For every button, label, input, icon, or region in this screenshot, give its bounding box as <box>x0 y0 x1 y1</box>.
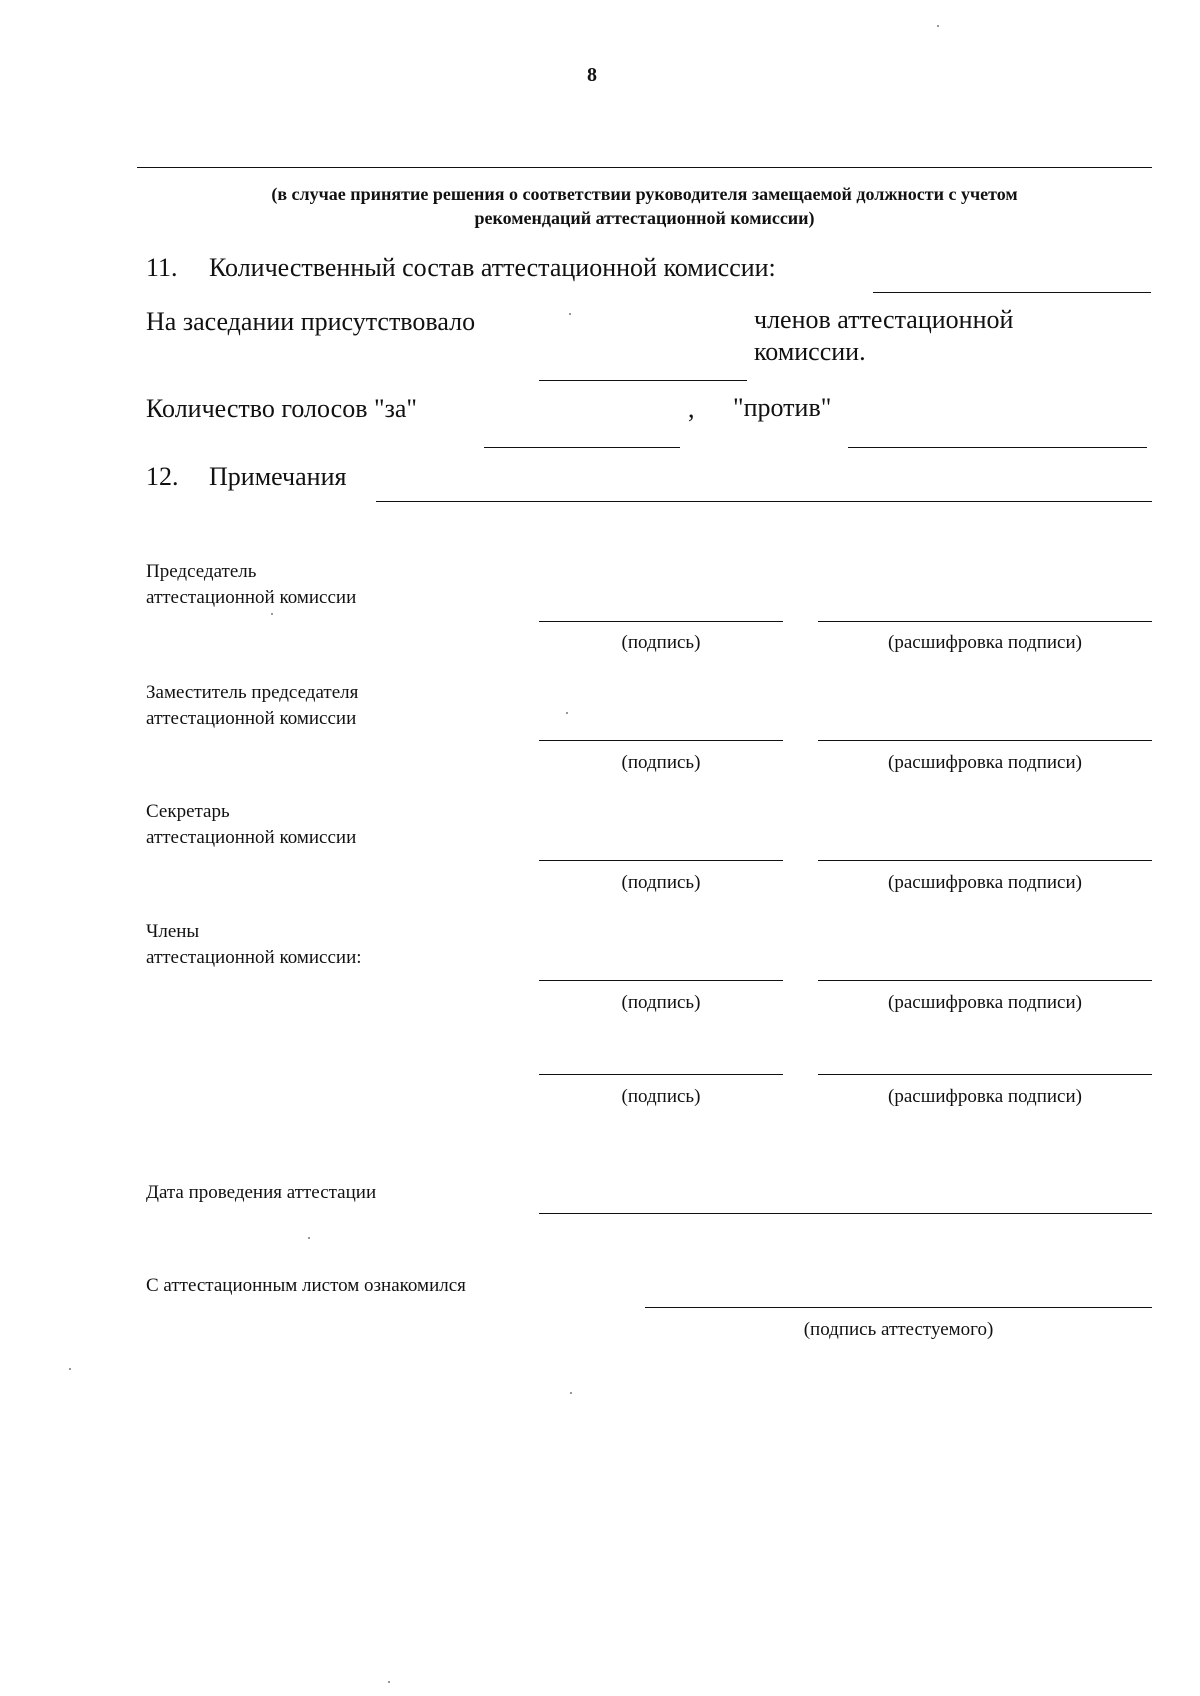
deputy-decoding-caption: (расшифровка подписи) <box>888 752 1082 773</box>
scan-speck <box>388 1681 390 1683</box>
scan-speck <box>937 25 939 27</box>
chairman-decoding-caption: (расшифровка подписи) <box>888 632 1082 653</box>
votes-against-label: "против" <box>733 393 832 422</box>
notes-field[interactable] <box>376 501 1152 502</box>
member2-decoding-field[interactable] <box>818 1074 1152 1075</box>
members-label-line1: членов аттестационной <box>754 305 1014 334</box>
deputy-signature-field[interactable] <box>539 740 783 741</box>
member1-decoding-field[interactable] <box>818 980 1152 981</box>
chairman-label-line2: аттестационной комиссии <box>146 587 357 608</box>
deputy-decoding-field[interactable] <box>818 740 1152 741</box>
scan-speck <box>570 1392 572 1394</box>
secretary-label-line2: аттестационной комиссии <box>146 827 357 848</box>
member2-signature-caption: (подпись) <box>621 1086 701 1107</box>
deputy-signature-caption: (подпись) <box>621 752 701 773</box>
present-label: На заседании присутствовало <box>146 307 476 336</box>
top-rule <box>137 167 1152 168</box>
votes-for-label: Количество голосов "за" <box>146 394 418 423</box>
deputy-label-line2: аттестационной комиссии <box>146 708 357 729</box>
members-label-line2: комиссии. <box>754 337 866 366</box>
section11-number: 11. <box>146 253 178 282</box>
decision-note-line2: рекомендаций аттестационной комиссии) <box>474 208 815 228</box>
members-signatory-label-line2: аттестационной комиссии: <box>146 947 362 968</box>
members-signatory-label <box>146 919 362 971</box>
scan-speck <box>308 1237 310 1239</box>
member2-signature-field[interactable] <box>539 1074 783 1075</box>
acknowledged-label: С аттестационным листом ознакомился <box>146 1275 466 1296</box>
chairman-signature-caption: (подпись) <box>621 632 701 653</box>
member2-decoding-caption: (расшифровка подписи) <box>888 1086 1082 1107</box>
members-label <box>754 304 1013 368</box>
commission-size-field[interactable] <box>873 292 1151 293</box>
secretary-decoding-caption: (расшифровка подписи) <box>888 872 1082 893</box>
deputy-label <box>146 680 358 732</box>
present-count-field[interactable] <box>539 380 747 381</box>
scan-speck <box>69 1368 71 1370</box>
secretary-label-line1: Секретарь <box>146 801 230 822</box>
secretary-signature-caption: (подпись) <box>621 872 701 893</box>
chairman-signature-field[interactable] <box>539 621 783 622</box>
decision-note <box>137 182 1152 230</box>
page-number: 8 <box>587 64 597 86</box>
scan-speck <box>566 712 568 714</box>
decision-note-line1: (в случае принятие решения о соответствии руководителя замещаемой должности с учетом <box>271 184 1018 204</box>
attestee-signature-caption: (подпись аттестуемого) <box>803 1319 994 1340</box>
section12-title: Примечания <box>209 462 347 491</box>
member1-decoding-caption: (расшифровка подписи) <box>888 992 1082 1013</box>
chairman-label-line1: Председатель <box>146 561 257 582</box>
votes-comma: , <box>688 394 695 423</box>
member1-signature-caption: (подпись) <box>621 992 701 1013</box>
chairman-decoding-field[interactable] <box>818 621 1152 622</box>
scan-speck <box>569 313 571 315</box>
deputy-label-line1: Заместитель председателя <box>146 682 359 703</box>
attestation-date-field[interactable] <box>539 1213 1152 1214</box>
secretary-decoding-field[interactable] <box>818 860 1152 861</box>
chairman-label <box>146 559 356 611</box>
attestation-date-label: Дата проведения аттестации <box>146 1182 377 1203</box>
votes-for-field[interactable] <box>484 447 680 448</box>
votes-against-field[interactable] <box>848 447 1147 448</box>
section11-title: Количественный состав аттестационной комиссии: <box>209 253 776 282</box>
attestee-signature-field[interactable] <box>645 1307 1152 1308</box>
member1-signature-field[interactable] <box>539 980 783 981</box>
section12-number: 12. <box>146 462 179 491</box>
secretary-signature-field[interactable] <box>539 860 783 861</box>
scan-speck <box>271 613 273 615</box>
members-signatory-label-line1: Члены <box>146 921 200 942</box>
secretary-label <box>146 799 356 851</box>
